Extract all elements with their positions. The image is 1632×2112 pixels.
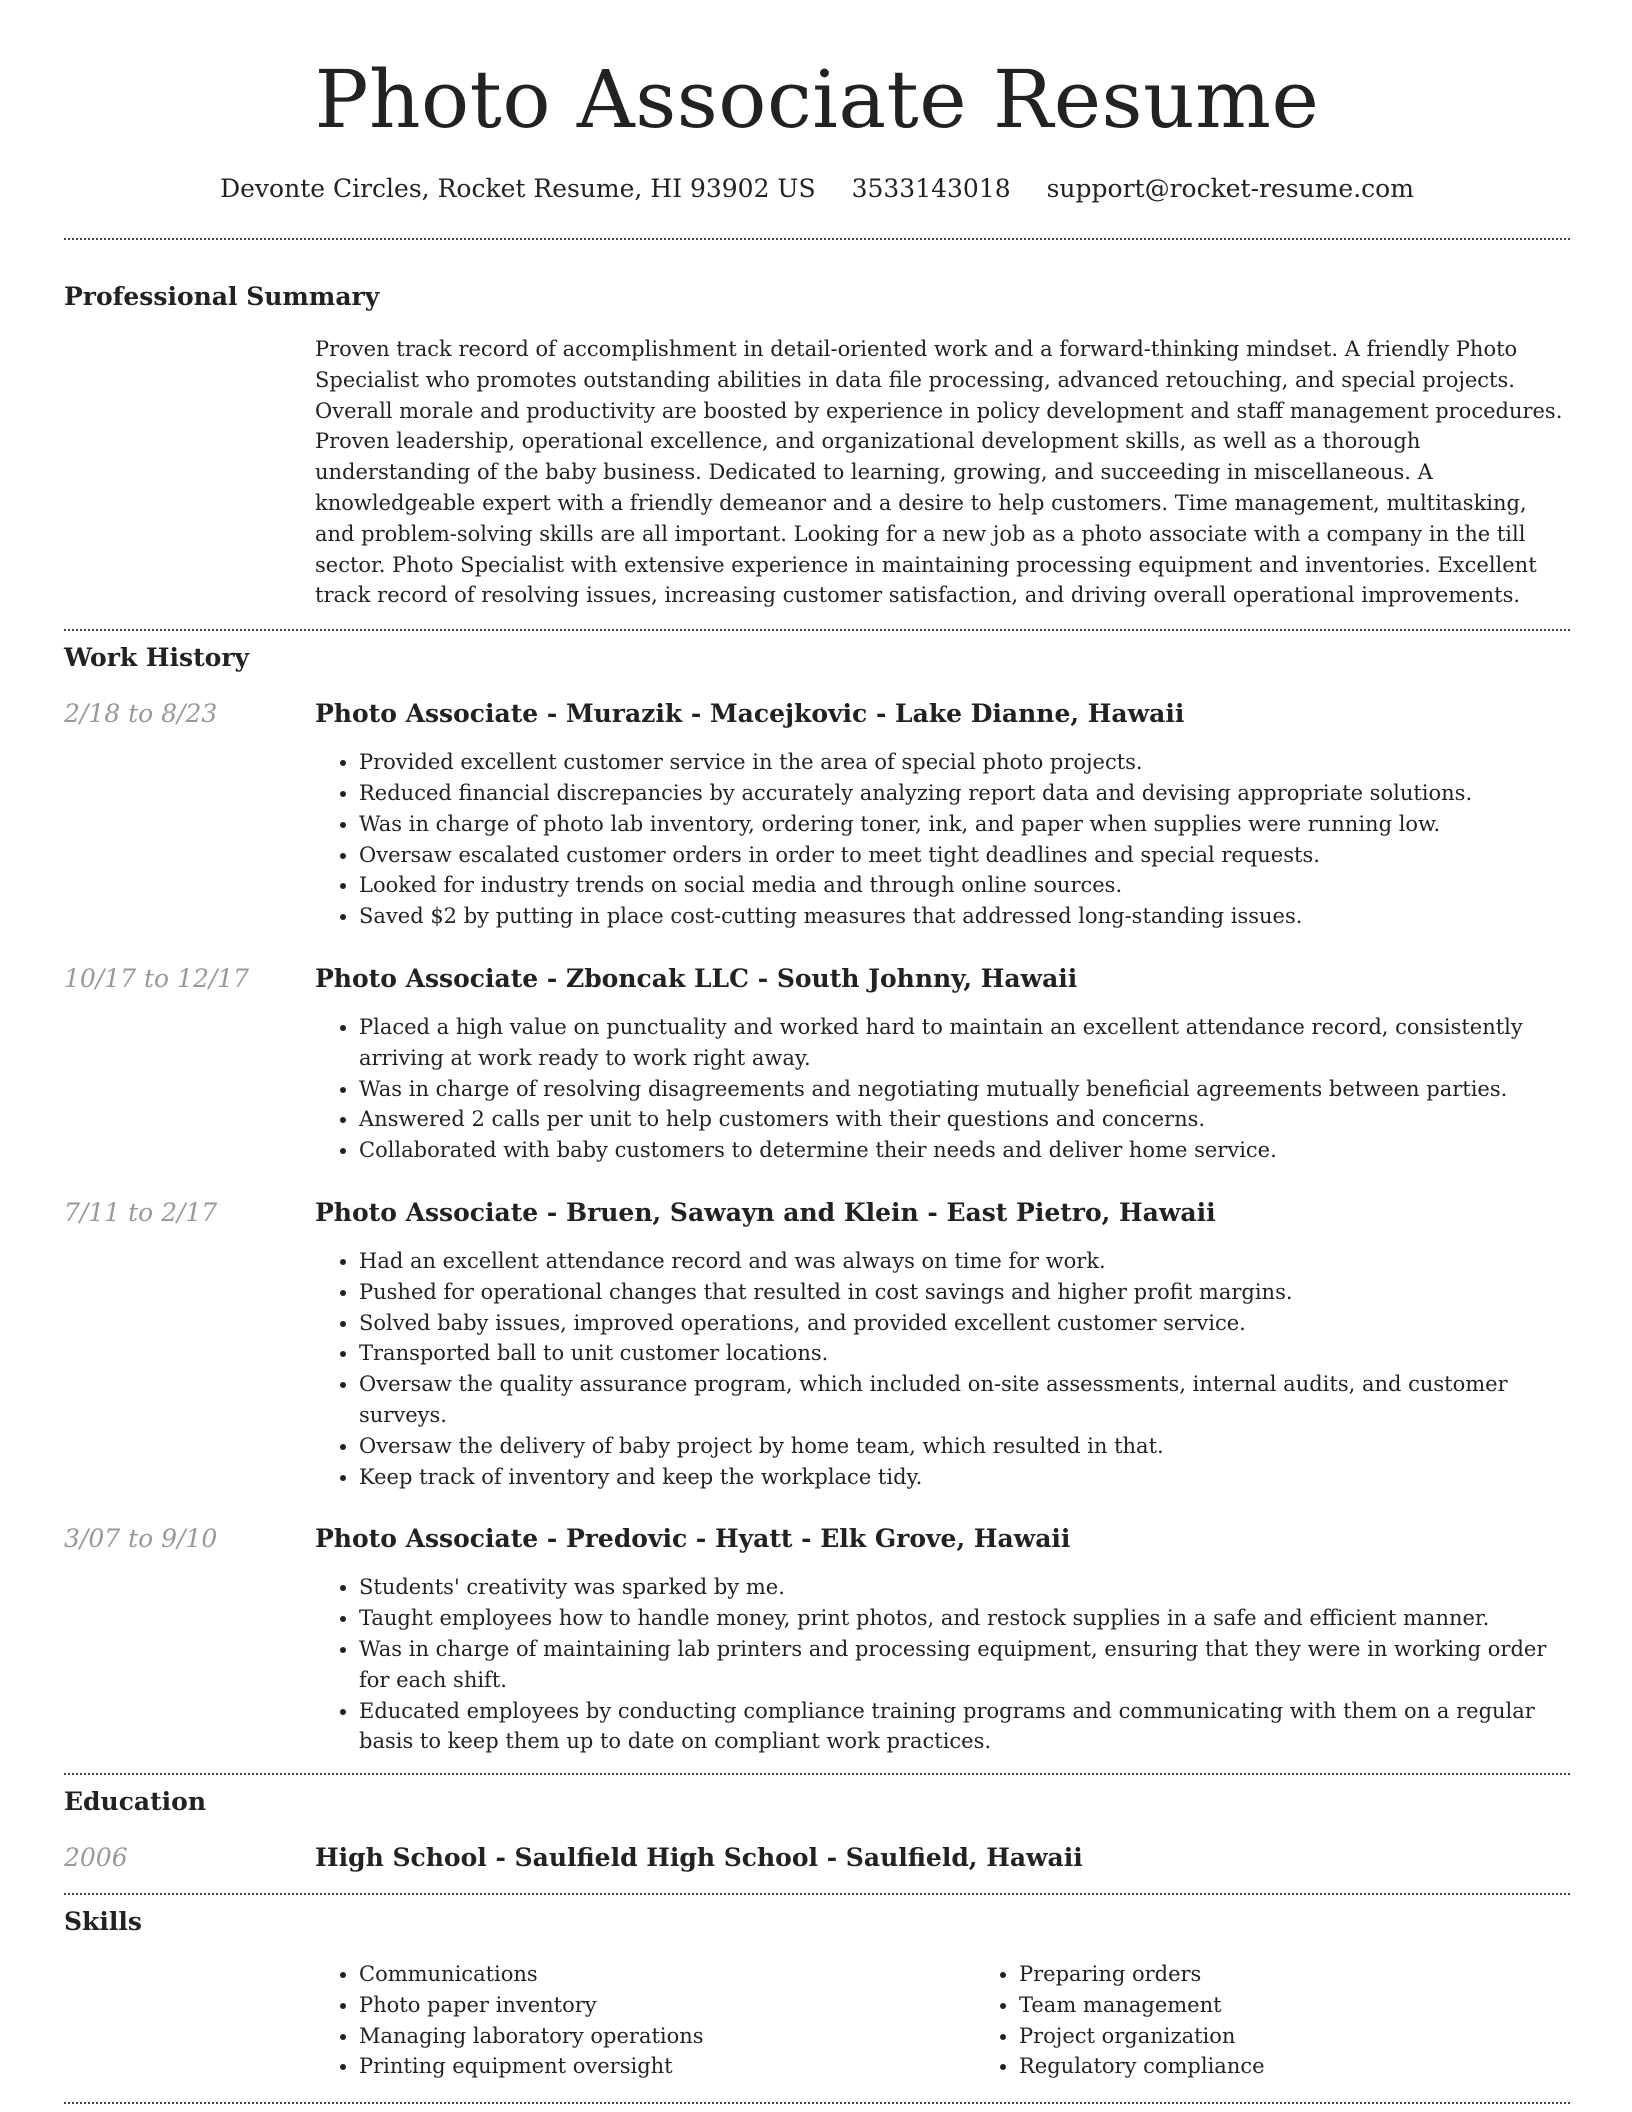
skills-spacer	[64, 1959, 315, 2082]
skills-list-left	[315, 1959, 975, 2082]
job-title: Photo Associate - Predovic - Hyatt - Elk Grove, Hawaii	[315, 1524, 1071, 1554]
skills-list-right	[975, 1959, 1632, 2082]
education-heading: Education	[64, 1787, 207, 1817]
list-item: • Was in charge of resolving disagreements and negotiating mutually beneficial agreements between parties.	[359, 1074, 1570, 1105]
list-item: • Placed a high value on punctuality and worked hard to maintain an excellent attendance record, consistently arriving at work ready to work right away.	[359, 1012, 1570, 1074]
list-item: • Photo paper inventory	[359, 1990, 975, 2021]
list-item: • Students' creativity was sparked by me.	[359, 1572, 1570, 1603]
job-dates: 2/18 to 8/23	[64, 699, 218, 729]
job-title: Photo Associate - Bruen, Sawayn and Klein - East Pietro, Hawaii	[315, 1197, 1216, 1227]
list-item: • Reduced financial discrepancies by accurately analyzing report data and devising appropriate solutions.	[359, 778, 1570, 809]
job-entry	[64, 1524, 1570, 1757]
list-item: • Regulatory compliance	[1019, 2051, 1632, 2082]
list-item: • Had an excellent attendance record and was always on time for work.	[359, 1246, 1570, 1277]
job-title: Photo Associate - Zboncak LLC - South Johnny, Hawaii	[315, 963, 1078, 993]
divider-work	[64, 1773, 1570, 1775]
list-item: • Saved $2 by putting in place cost-cutting measures that addressed long-standing issues.	[359, 901, 1570, 932]
list-item: • Oversaw the quality assurance program, which included on-site assessments, internal audits, and customer surveys.	[359, 1369, 1570, 1431]
divider-education	[64, 1893, 1570, 1895]
list-item: • Communications	[359, 1959, 975, 1990]
education-entry	[64, 1843, 1570, 1873]
summary-text: Proven track record of accomplishment in detail-oriented work and a forward-thinking mindset. A friendly Photo Specialist who promotes outstanding abilities in data file processing, advanced retouching, and special projects. Overall morale and productivity are boosted by experience in policy development and staff management procedures. Proven leadership, operational excellence, and organizational development skills, as well as a thorough understanding of the baby business. Dedicated to learning, growing, and succeeding in miscellaneous. A knowledgeable expert with a friendly demeanor and a desire to help customers. Time management, multitasking, and problem-solving skills are all important. Looking for a new job as a photo associate with a company in the till sector. Photo Specialist with extensive experience in maintaining processing equipment and inventories. Excellent track record of resolving issues, increasing customer satisfaction, and driving overall operational improvements.	[315, 337, 1563, 608]
list-item: • Oversaw escalated customer orders in order to meet tight deadlines and special requests.	[359, 840, 1570, 871]
contact-line	[64, 174, 1570, 204]
job-bullets	[315, 1012, 1570, 1166]
list-item: • Answered 2 calls per unit to help customers with their questions and concerns.	[359, 1104, 1570, 1135]
list-item: • Preparing orders	[1019, 1959, 1632, 1990]
job-dates: 3/07 to 9/10	[64, 1524, 218, 1554]
resume-title: Photo Associate Resume	[314, 53, 1320, 146]
divider-header	[64, 238, 1570, 240]
list-item: • Taught employees how to handle money, print photos, and restock supplies in a safe and efficient manner.	[359, 1603, 1570, 1634]
skills-section	[64, 1907, 1570, 2082]
job-dates: 10/17 to 12/17	[64, 963, 250, 993]
list-item: • Keep track of inventory and keep the workplace tidy.	[359, 1462, 1570, 1493]
list-item: • Was in charge of photo lab inventory, ordering toner, ink, and paper when supplies were running low.	[359, 809, 1570, 840]
list-item: • Team management	[1019, 1990, 1632, 2021]
list-item: • Educated employees by conducting compliance training programs and communicating with them on a regular basis to keep them up to date on compliant work practices.	[359, 1696, 1570, 1758]
job-dates: 7/11 to 2/17	[64, 1197, 218, 1227]
job-bullets	[315, 1246, 1570, 1492]
divider-summary	[64, 629, 1570, 631]
job-entry	[64, 699, 1570, 932]
job-bullets	[315, 747, 1570, 932]
list-item: • Was in charge of maintaining lab printers and processing equipment, ensuring that they were in working order for each shift.	[359, 1634, 1570, 1696]
summary-heading: Professional Summary	[64, 282, 380, 311]
list-item: • Managing laboratory operations	[359, 2021, 975, 2052]
job-entry	[64, 1198, 1570, 1492]
contact-address: Devonte Circles, Rocket Resume, HI 93902 US	[220, 174, 816, 203]
summary-section	[64, 282, 1570, 611]
list-item: • Printing equipment oversight	[359, 2051, 975, 2082]
resume-page	[64, 0, 1570, 2104]
contact-email: support@rocket-resume.com	[1046, 174, 1414, 203]
education-title: High School - Saulfield High School - Saulfield, Hawaii	[315, 1843, 1083, 1873]
list-item: • Oversaw the delivery of baby project by home team, which resulted in that.	[359, 1431, 1570, 1462]
list-item: • Pushed for operational changes that resulted in cost savings and higher profit margins.	[359, 1277, 1570, 1308]
list-item: • Project organization	[1019, 2021, 1632, 2052]
education-section	[64, 1787, 1570, 1873]
list-item: • Transported ball to unit customer locations.	[359, 1338, 1570, 1369]
job-bullets	[315, 1572, 1570, 1757]
work-history-heading: Work History	[64, 643, 250, 673]
skills-heading: Skills	[64, 1907, 142, 1937]
divider-skills	[64, 2102, 1570, 2104]
job-title: Photo Associate - Murazik - Macejkovic - Lake Dianne, Hawaii	[315, 699, 1185, 729]
list-item: • Collaborated with baby customers to determine their needs and deliver home service.	[359, 1135, 1570, 1166]
work-history-section	[64, 643, 1570, 1757]
list-item: • Provided excellent customer service in the area of special photo projects.	[359, 747, 1570, 778]
list-item: • Solved baby issues, improved operations, and provided excellent customer service.	[359, 1308, 1570, 1339]
summary-spacer	[64, 334, 315, 611]
education-year: 2006	[64, 1843, 128, 1873]
job-entry	[64, 964, 1570, 1166]
contact-phone: 3533143018	[851, 174, 1011, 203]
list-item: • Looked for industry trends on social media and through online sources.	[359, 870, 1570, 901]
